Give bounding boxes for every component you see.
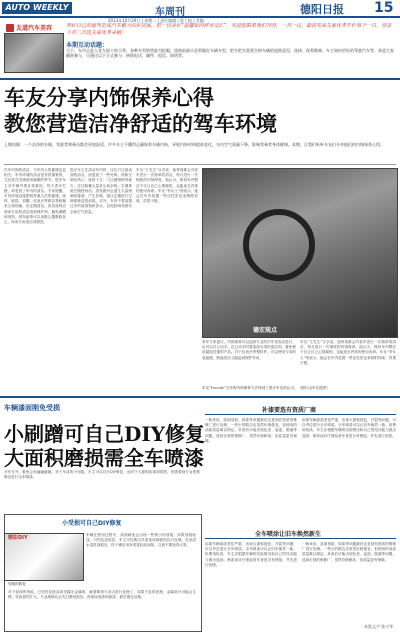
divider [0,396,400,398]
right-head-2: 全车喷涂让旧车焕然新生 [255,531,322,538]
friend-photo [4,33,64,73]
article-col-4: 养车专家建议，内饰保养可以选择专业的汽车美容店进行，也可以自己动手。自己动手时要选择合适的清洁剂，避免使用腐蚀性强的产品。对于仪表台等塑料件，可以使用专用的表板蜡，既能清洁又能起到保护作用。 [202,340,296,360]
friend-tip: 养好自己的座驾是成汽车魅力的好见底，把一切美好“温馨如同样享受汇”，欢迎您联系我们刊登，一刊一议，最获奖品先着优秀专栏每个一日，登录下刊二次选先看优秀采稿！ [66,23,392,36]
right-text-2b: 一般来说，漆面划痕、掉漆等问题最好还是到有资质的维修厂进行处理。一些小的路边店虽然价格便宜，但使用的油漆质量难以保证，补漆后可能出现色差、起泡、脱落等问题。选择正规的维修厂，虽然价格稍高，但质量更有保障。 [302,542,396,562]
side-headline-1: 小刷蹭可自己DIY修复 [4,422,205,446]
paper-name: 德阳日报 [300,3,344,16]
side-kicker: 车辆漆面刚免受损 [4,404,60,412]
side-headline-2: 大面积磨损需全车喷漆 [4,446,204,470]
hotline-text: 当下，车市正进入金九银十的当季，各种车型销售最为抢眼。选购前最应必须做好车辆车型，把车把关需要合格车辆的选购意见、选择、保养维修、车主如何更好的驾驶汽车等，欢迎大家踊跃参与，可通过以下方式参与：热线电话、邮件、短信、网络等。 [66,48,394,58]
page-number: 15 [374,0,394,16]
divider [4,164,396,165]
diy-col-2: 对于较深的划痕，已经伤及底漆甚至露出金属的，就需要到专业店进行处理了。如果不及时处理，金属部分可能会生锈，导致损伤扩大。专业维修店会先打磨划痕处，再喷涂底漆和面漆，最后抛光处理。 [8,590,196,600]
article-col-5: 车友“王先生”分享说，他每周都会对爱车进行一次简单的清洁，每月进行一次彻底的内饰保养。他认为，保持车内整洁不仅让自己心情愉悦，也能延长内饰的使用寿命。车友“李女士”则表示，她会在车内放置一些活性炭包来吸附异味，效果不错。 [300,340,396,365]
right-text-2a: 如果车辆漆面老化严重，出现大面积褪色、开裂等问题，可以考虑进行全车喷漆。全车喷漆可以让旧车焕然一新，但费用较高，车主应根据车辆的实际情况和自己的经济能力做出选择。喷漆前应仔细检查车身是否有锈蚀，并先进行处理。 [205,542,297,567]
main-headline: 车友分享内饰保养心得 [4,85,214,110]
friend-label: 友道汽车美容 [16,25,53,32]
side-intro: 开车在外，难免会有磕磕碰碰。对于车漆的小划痕，车主可以自行DIY修复；而对于大面积的漆面损伤，则需要到专业的维修店进行全车喷漆。 [4,470,200,480]
divider [0,78,400,80]
steering-wheel-icon [243,209,315,281]
issue-meta: 2013年10月29日 | 星期二 | 责任编辑 | 版 | 校 | 美编 [108,18,204,23]
article-col-1: 汽车内饰的清洁，与车内人的健康息息相关。车内环境的清洁是非常重要的，尤其是在空调使用频繁的季节。很多车主对车辆外观非常重视，每天洗车打蜡，却忽视了车内的清洁。专家提醒，车内环境直接影响驾乘人员的健康。座椅、地毯、顶棚、仪表台等都容易积聚灰尘和细菌，应定期清洁。真皮座椅应使用专用的清洁剂和保护剂，避免暴晒和划伤。绒布座椅可以用吸尘器吸除灰尘，再用专用清洁剂擦洗。 [4,168,66,225]
byline: 本版文字 陈兴华 [364,624,394,629]
article-col-2: 很多车主在清洁车内时，往往只注意表面的清洁，而忽视了一些死角。例如空调出风口、座椅下方、门边储物格等地方，往往积累大量灰尘和杂物。空调系统长期使用后，蒸发箱内会滋生大量细菌和霉菌，产生异味，建议定期进行空调系统清洗消毒。另外，车内不要放置过多的装饰物和香水，以免影响驾驶安全和空气质量。 [70,168,132,214]
right-text-1a: 一般来说，漆面划痕、掉漆等问题最好还是到有资质的维修厂进行处理。一些小的路边店虽然价格便宜，但使用的油漆质量难以保证，补漆后可能出现色差、起泡、脱落等问题。选择正规的维修厂，虽然价格稍高，但质量更有保障。 [205,418,297,443]
photo-caption: 车友“Fuuniki”分享的内饰保养方法得到了很多车友的认可。（图片由车友提供） [202,386,330,390]
interior-photo [202,168,398,338]
mini-title: 精彩DIY [8,535,28,541]
photo-tag: 德宏现点 [253,327,278,334]
lead-paragraph: 上期回顾：一个洁净的车厢，驾驶者和乘员都会更加舒适。许多车主不懂得正确保养车辆内饰，导致内饰材料提前老化，车内空气质量下降，影响驾乘者身体健康。本期，让我们听听车友们分享他们的内饰保养心得。 [4,142,384,147]
diy-col-1: 车辆在使用过程中，漆面难免会出现一些细小的划痕。如果划痕较浅，只伤及清漆层，车主可以购买补漆笔或研磨剂自行处理。先用清水清洗划痕处，待干燥后用补漆笔轻轻涂抹，注意不要涂得太厚。 [86,533,196,548]
mini-caption: 划痕的修复 [8,582,26,586]
right-head-1: 补漆要选有资质厂商 [262,407,317,414]
diy-subhead: 小受损可自己DIY修复 [62,520,122,527]
article-col-3: 车友“王先生”分享说，他每周都会对爱车进行一次简单的清洁，每月进行一次彻底的内饰保养。他认为，保持车内整洁不仅让自己心情愉悦，也能延长内饰的使用寿命。车友“李女士”则表示，她会在车内放置一些活性炭包来吸附异味，效果不错。 [136,168,198,204]
hotline-title: 本期互动话题： [66,42,109,49]
friend-badge-icon [6,24,14,32]
column-name: 车周刊 [155,7,185,18]
main-subheadline: 教您营造洁净舒适的驾车环境 [4,111,277,136]
section-tag: AUTO WEEKLY [2,2,72,14]
right-text-1b: 如果车辆漆面老化严重，出现大面积褪色、开裂等问题，可以考虑进行全车喷漆。全车喷漆可以让旧车焕然一新，但费用较高，车主应根据车辆的实际情况和自己的经济能力做出选择。喷漆前应仔细检查车身是否有锈蚀，并先进行处理。 [302,418,396,438]
